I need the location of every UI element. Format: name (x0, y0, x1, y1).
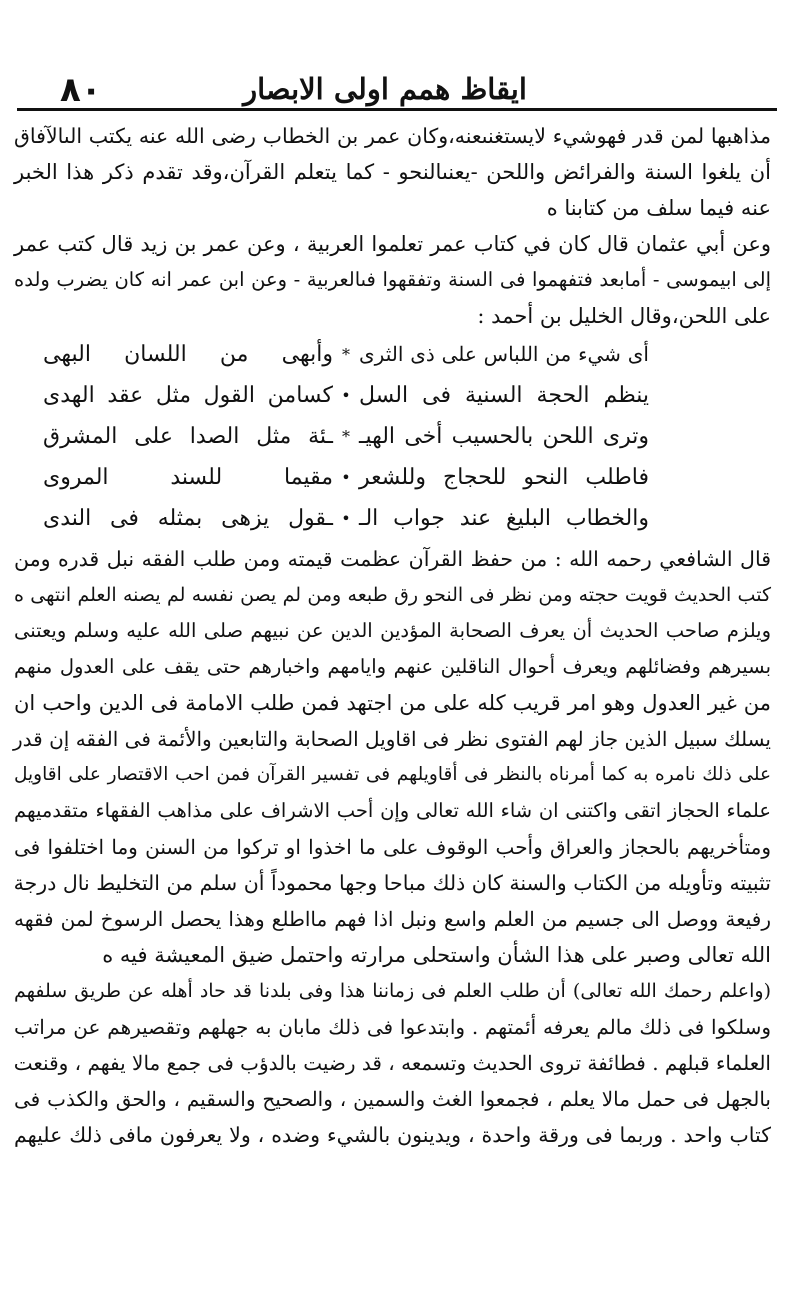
text-line: تثبيته وتأويله من الكتاب والسنة كان ذلك مباحا وجها محموداً أن سلم من التخليط نال درجة (13, 871, 771, 895)
text-line: بسيرهم وفضائلهم ويعرف أحوال الناقلين عنهم وايامهم واخبارهم حتى يقف على العدول منهم (14, 655, 771, 678)
poem-block (14, 334, 771, 539)
text-line: ويلزم صاحب الحديث أن يعرف الصحابة المؤدين الدين عن نبيهم صلى الله عليه وسلم ويعتنى (14, 619, 771, 642)
verse-second-hemistich: مقيما للسند المروى (43, 465, 333, 490)
text-line: قال الشافعي رحمه الله : من حفظ القرآن عظمت قيمته ومن طلب الفقه نبل قدره ومن (14, 547, 771, 571)
running-title: ايقاظ همم اولى الابصار (243, 72, 527, 106)
text-line: عنه فيما سلف من كتابنا ه (546, 196, 771, 220)
text-line: يسلك سبيل الذين جاز لهم الفتوى نظر فى اقاويل الصحابة والتابعين والأئمة فى الفقه إن قدر (13, 727, 771, 751)
text-line: كتاب واحد . وربما فى ورقة واحدة ، ويدينون بالشيء وضده ، ولا يعرفون مافى ذلك عليهم (14, 1123, 771, 1147)
verse-second-hemistich: ـقول يزهى بمثله فى الندى (43, 506, 333, 531)
verse-first-hemistich: وترى اللحن بالحسيب أخى الهيـ (359, 424, 649, 449)
text-line: الله تعالى وصبر على هذا الشأن واستحلى مرارته واحتمل ضيق المعيشة فيه ه (102, 943, 771, 967)
page-header (0, 0, 785, 116)
text-line: على ذلك نامره به كما أمرناه بالنظر فى أقاويلهم فى تفسير القرآن فمن احب الاقتصار على اقاويل (14, 764, 771, 785)
poem-verse (14, 416, 771, 457)
verse-first-hemistich: ينظم الحجة السنية فى السل (359, 383, 649, 408)
text-line: (واعلم رحمك الله تعالى) أن طلب العلم فى زماننا هذا وفى بلدنا قد حاد أهله عن طريق سلفهم (14, 980, 771, 1002)
text-line: بالجهل فى حمل مالا يعلم ، فجمعوا الغث والسمين ، والصحيح والسقيم ، والحق والكذب فى (14, 1087, 772, 1111)
verse-separator: * (342, 345, 350, 364)
poem-verse (14, 498, 771, 539)
text-line: إلى ابيموسى - أمابعد فتفهموا فى السنة وتفقهوا فىالعربية - وعن ابن عمر انه كان يضرب ولده (14, 268, 771, 291)
verse-second-hemistich: وأبهى من اللسان البهى (43, 342, 333, 367)
text-line: وعن أبي عثمان قال كان في كتاب عمر تعلموا العربية ، وعن عمر بن زيد قال كتب عمر (14, 232, 771, 256)
text-line: وسلكوا فى ذلك مالم يعرفه أئمتهم . وابتدعوا فى ذلك مابان به جهلهم وتقصيرهم عن مراتب (14, 1015, 771, 1039)
page-number: ٨٠ (60, 70, 102, 110)
text-line: مذاهبها لمن قدر فهوشيء لايستغنىعنه،وكان عمر بن الخطاب رضى الله عنه يكتب الىالآفاق (14, 124, 771, 148)
page-body (14, 118, 771, 1153)
text-line: ومتأخريهم بالحجاز والعراق وأحب الوقوف على ما اخذوا او تركوا من السنن وما اختلفوا فى (14, 835, 771, 859)
text-line: كتب الحديث قويت حجته ومن نظر فى النحو رق طبعه ومن لم يصن نفسه لم يصنه العلم انتهى ه (14, 584, 771, 606)
header-rule (17, 108, 777, 111)
verse-first-hemistich: والخطاب البليغ عند جواب الـ (359, 506, 649, 531)
text-line: من غير العدول وهو امر قريب كله على من اجتهد فمن طلب الامامة فى الدين واحب ان (14, 691, 771, 715)
verse-second-hemistich: ـئة مثل الصدا على المشرق (43, 424, 333, 449)
verse-second-hemistich: كسامن القول مثل عقد الهدى (43, 383, 333, 408)
verse-separator: • (341, 468, 351, 487)
verse-separator: • (341, 386, 351, 405)
verse-first-hemistich: فاطلب النحو للحجاج وللشعر (359, 465, 649, 490)
text-line: رفيعة ووصل الى جسيم من العلم واسع ونبل اذا فهم مااطلع وهذا يحصل الرسوخ لمن فقهه (14, 907, 771, 931)
verse-first-hemistich: أى شيء من اللباس على ذى الثرى (359, 342, 649, 366)
poem-verse (14, 334, 771, 375)
verse-separator: * (342, 427, 350, 446)
poem-verse (14, 375, 771, 416)
poem-verse (14, 457, 771, 498)
verse-separator: • (341, 509, 351, 528)
text-line: أن يلغوا السنة والفرائض واللحن -يعنىالنحو - كما يتعلم القرآن،وقد تقدم ذكر هذا الخبر (14, 160, 771, 184)
text-line: العلماء قبلهم . فطائفة تروى الحديث وتسمعه ، قد رضيت بالدؤب فى جمع مالا يفهم ، وقنعت (13, 1051, 771, 1075)
text-line: على اللحن،وقال الخليل بن أحمد : (477, 304, 771, 328)
text-line: علماء الحجاز اتقى واكتنى ان شاء الله تعالى وإن أحب الاشراف على مذاهب الفقهاء متقدميهم (14, 799, 771, 822)
